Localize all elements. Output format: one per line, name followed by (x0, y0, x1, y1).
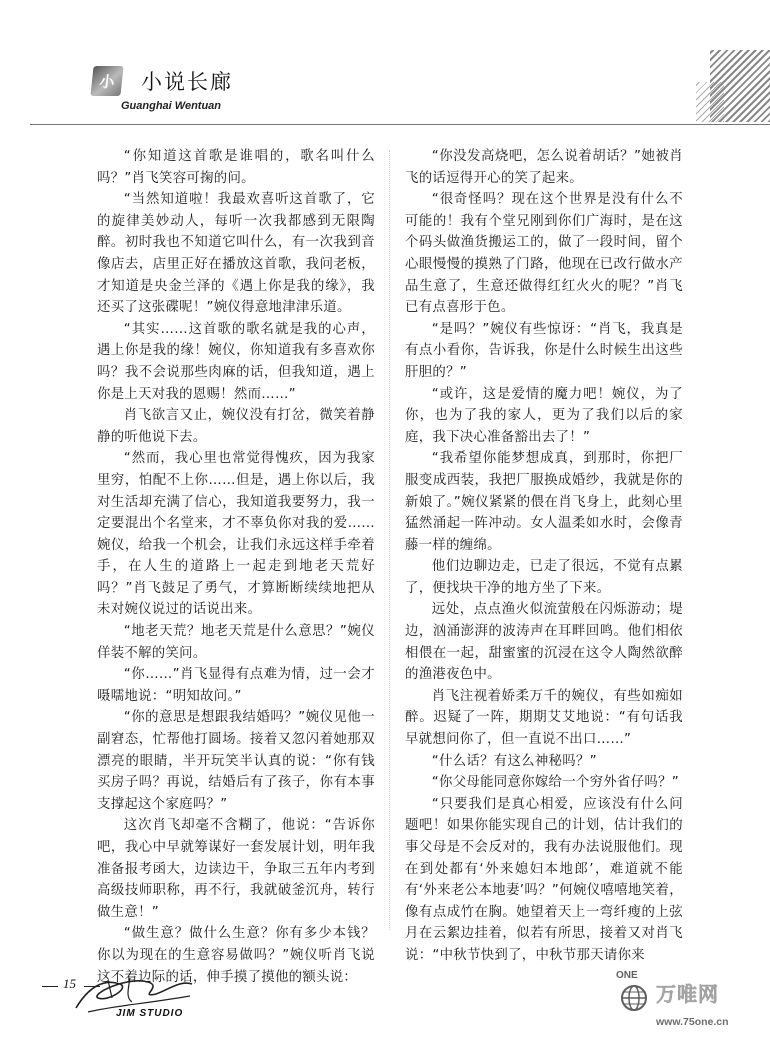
watermark-cn: 万唯网 (656, 982, 719, 1006)
paragraph: “你……”肖飞显得有点难为情，过一会才嗫嚅地说：“明知故问。” (97, 667, 375, 704)
header-rule (30, 124, 770, 125)
globe-icon (616, 976, 652, 1012)
section-logo-glyph: 小 (98, 72, 116, 91)
paragraph: “是吗？”婉仪有些惊讶：“肖飞，我真是有点小看你，告诉我，你是什么时候生出这些肝胆的？” (405, 321, 683, 380)
paragraph: “什么话？有这么神秘吗？” (431, 753, 597, 769)
page-number-rule-left (42, 986, 58, 987)
paragraph: 肖飞注视着娇柔万千的婉仪，有些如痴如醉。迟疑了一阵，期期艾艾地说：“有句话我早就想问你了，但一直说不出口……” (405, 688, 683, 748)
paragraph: “你没发高烧吧，怎么说着胡话？”她被肖飞的话逗得开心的笑了起来。 (405, 149, 683, 186)
paragraph: 这次肖飞却毫不含糊了，他说：“告诉你吧，我心中早就筹谋好一套发展计划，明年我准备报考函大，边读边干，争取三五年内考到高级技师职称，再不行，我就破釜沉舟，转行做生意！” (97, 818, 375, 920)
paragraph: “你知道这首歌是谁唱的，歌名叫什么吗？”肖飞笑容可掬的问。 (97, 149, 375, 186)
paragraph: “当然知道啦！我最欢喜听这首歌了，它的旋律美妙动人，每听一次我都感到无限陶醉。初时我也不知道它叫什么，有一次我到音像店去，店里正好在播放这首歌，我问老板，才知道是央金兰泽的《遇上你是我的缘》，我还买了这张碟呢！”婉仪得意地津津乐道。 (97, 192, 375, 316)
paragraph: “或许，这是爱情的魔力吧！婉仪，为了你，也为了我的家人，更为了我们以后的家庭，我下决心准备豁出去了！” (405, 386, 683, 445)
page-header (0, 0, 770, 130)
text-column-right (405, 146, 683, 963)
column-divider (389, 150, 391, 930)
watermark (616, 972, 766, 1042)
paragraph: “我希望你能梦想成真，到那时，你把厂服变成西装，我把厂服换成婚纱，我就是你的新娘了。”婉仪紧紧的偎在肖飞身上，此刻心里猛然涌起一阵冲动。女人温柔如水时，会像青藤一样的缠绵。 (405, 451, 683, 553)
paragraph: 远处，点点渔火似流萤般在闪烁游动；堤边，汹涌澎湃的波涛声在耳畔回鸣。他们相依相偎在一起，甜蜜蜜的沉浸在这令人陶然欲醉的渔港夜色中。 (405, 602, 683, 683)
paragraph: “其实……这首歌的歌名就是我的心声，遇上你是我的缘！婉仪，你知道我有多喜欢你吗？我不会说那些肉麻的话，但我知道，遇上你是上天对我的恩赐！然而……” (97, 321, 375, 402)
paragraph: “只要我们是真心相爱，应该没有什么问题吧！如果你能实现自己的计划，估计我们的事父母是不会反对的，我有办法说服他们。现在到处都有‘外来媳妇本地郎’，难道就不能有‘外来老公本地妻’吗？”何婉仪嘻嘻地笑着，像有点成竹在胸。她望着天上一弯纤瘦的上弦月在云絮边挂着，似若有所思，接着又对肖飞说：“中秋节快到了，中秋节那天请你来 (405, 796, 683, 963)
text-column-left (97, 146, 375, 985)
page-number: 15 (63, 976, 76, 991)
watermark-brand: ONE (616, 970, 638, 981)
paragraph: “然而，我心里也常觉得愧疚，因为我家里穷，怕配不上你……但是，遇上你以后，我对生活却充满了信心，我知道我要努力，我一定要混出个名堂来，才不辜负你对我的爱……婉仪，给我一个机会，让我们永远这样手牵着手，在人生的道路上一起走到地老天荒好吗？”肖飞鼓足了勇气，才算断断续续地把从未对婉仪说过的话说出来。 (97, 451, 375, 618)
section-subtitle: Guanghai Wentuan (121, 100, 222, 112)
section-logo (90, 66, 123, 96)
paragraph: 他们边聊边走，已走了很远，不觉有点累了，便找块干净的地方坐了下来。 (405, 559, 683, 596)
header-hatch-decoration-small (696, 82, 724, 122)
paragraph: 肖飞欲言又止，婉仪没有打岔，微笑着静静的听他说下去。 (97, 408, 375, 445)
section-title: 小说长廊 (141, 70, 233, 94)
studio-label: JIM STUDIO (116, 1008, 184, 1019)
paragraph: “你父母能同意你嫁给一个穷外省仔吗？” (431, 775, 680, 791)
watermark-url: www.75one.cn (656, 1016, 729, 1028)
paragraph: “地老天荒？地老天荒是什么意思？”婉仪佯装不解的笑问。 (97, 624, 375, 661)
paragraph: “做生意？做什么生意？你有多少本钱？你以为现在的生意容易做吗？”婉仪听肖飞说这不着边际的话，伸手摸了摸他的额头说： (97, 926, 375, 985)
paragraph: “很奇怪吗？现在这个世界是没有什么不可能的！我有个堂兄刚到你们广海时，是在这个码头做渔货搬运工的，做了一段时间，留个心眼慢慢的摸熟了门路，他现在已改行做水产品生意了，生意还做得红红火火的呢？”肖飞已有点喜形于色。 (405, 192, 683, 316)
paragraph: “你的意思是想跟我结婚吗？”婉仪见他一副窘态，忙帮他打圆场。接着又忽闪着她那双漂亮的眼睛，半开玩笑半认真的说：“你有钱买房子吗？再说，结婚后有了孩子，你有本事支撑起这个家庭吗？” (97, 710, 375, 812)
